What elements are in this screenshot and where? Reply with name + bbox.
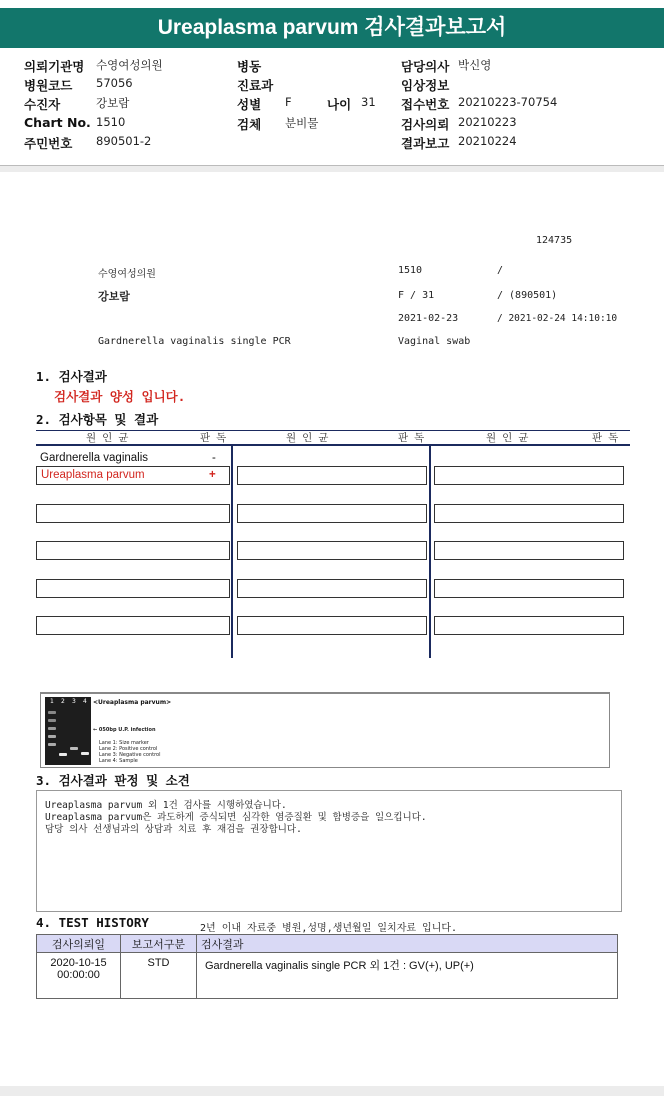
result-cell-up — [36, 466, 230, 485]
col-organism-1: 원인균 — [86, 432, 135, 444]
label-department: 진료과 — [237, 78, 274, 93]
gel-band-label: ← 050bp U.P. infection — [93, 727, 156, 733]
report-title: Ureaplasma parvum 검사결과보고서 — [0, 8, 664, 48]
info-chart: 1510 — [398, 265, 423, 276]
gel-band — [70, 747, 78, 750]
history-time: 00:00:00 — [57, 969, 100, 981]
label-patient: 수진자 — [24, 97, 61, 112]
result-cell-empty — [434, 541, 624, 560]
value-institution: 수영여성의원 — [96, 58, 163, 72]
patient-header — [0, 48, 664, 166]
gel-legend-item: Lane 4: Sample — [99, 758, 138, 764]
result-value-gv: - — [212, 452, 216, 464]
result-cell-empty — [36, 541, 230, 560]
overall-result: 검사결과 양성 입니다. — [54, 389, 186, 404]
value-specimen: 분비물 — [285, 116, 319, 130]
results-grid-header — [36, 430, 630, 446]
label-clinical-info: 임상정보 — [401, 78, 450, 93]
label-ward: 병동 — [237, 59, 262, 74]
result-cell-empty — [237, 541, 427, 560]
value-age: 31 — [361, 95, 376, 109]
report-sheet — [0, 172, 664, 1086]
col-judgement-2: 판독 — [398, 432, 431, 444]
history-col-result: 검사결과 — [197, 935, 618, 953]
value-report-date: 20210224 — [458, 134, 517, 148]
label-report-date: 결과보고 — [401, 136, 450, 151]
gel-band — [48, 719, 56, 722]
label-age: 나이 — [327, 97, 352, 112]
value-request-date: 20210223 — [458, 115, 517, 129]
info-sex-age: F / 31 — [398, 290, 435, 301]
label-chart-no: Chart No. — [24, 115, 91, 130]
result-cell-empty — [434, 616, 624, 635]
report-id: 124735 — [536, 235, 573, 246]
section-3-title: 3. 검사결과 판정 및 소견 — [36, 773, 190, 788]
section-1-title: 1. 검사결과 — [36, 369, 107, 384]
result-value-up: + — [209, 469, 216, 481]
gel-band — [81, 752, 89, 755]
history-result: Gardnerella vaginalis single PCR 외 1건 : GV(+), UP(+) — [197, 953, 618, 999]
value-receipt-no: 20210223-70754 — [458, 95, 558, 109]
gel-image — [45, 697, 91, 765]
value-resident-no: 890501-2 — [96, 134, 152, 148]
info-patient: 강보람 — [98, 290, 130, 303]
result-cell-empty — [237, 579, 427, 598]
label-specimen: 검체 — [237, 117, 262, 132]
gel-title: <Ureaplasma parvum> — [93, 699, 172, 706]
info-chart-slash: / — [497, 265, 504, 276]
gel-band — [48, 743, 56, 746]
value-chart-no: 1510 — [96, 115, 126, 129]
history-note: 2년 이내 자료중 병원,성명,생년월일 일치자료 입니다. — [200, 923, 458, 934]
finding-line: 담당 의사 선생님과의 상담과 치료 후 재검을 권장합니다. — [45, 824, 302, 835]
label-request-date: 검사의뢰 — [401, 117, 450, 132]
gel-band — [48, 711, 56, 714]
result-cell-empty — [434, 504, 624, 523]
value-doctor: 박신영 — [458, 58, 492, 72]
label-institution: 의뢰기관명 — [24, 59, 85, 74]
lane-number: 4 — [83, 698, 87, 705]
info-received: 2021-02-23 — [398, 313, 459, 324]
history-date: 2020-10-15 — [50, 957, 107, 969]
gel-legend-item: Lane 2: Positive control — [99, 746, 158, 752]
history-col-date: 검사의뢰일 — [37, 935, 121, 953]
result-cell-empty — [237, 504, 427, 523]
lane-number: 2 — [61, 698, 65, 705]
table-row — [37, 953, 618, 999]
page-bottom-band — [0, 1086, 664, 1096]
gel-band — [59, 753, 67, 756]
value-sex: F — [285, 95, 292, 109]
result-name-up: Ureaplasma parvum — [41, 469, 145, 481]
label-hospital-code: 병원코드 — [24, 78, 73, 93]
grid-divider-1 — [231, 446, 233, 658]
col-organism-3: 원인균 — [486, 432, 535, 444]
col-judgement-1: 판독 — [200, 432, 233, 444]
gel-legend-item: Lane 1: Size marker — [99, 740, 149, 746]
info-test-name: Gardnerella vaginalis single PCR — [98, 336, 291, 347]
info-clinic: 수영여성의원 — [98, 269, 156, 280]
col-organism-2: 원인균 — [286, 432, 335, 444]
gel-electrophoresis-figure — [40, 692, 610, 768]
section-2-title: 2. 검사항목 및 결과 — [36, 412, 159, 427]
result-cell-empty — [36, 616, 230, 635]
result-cell-empty — [237, 466, 427, 485]
history-date-cell — [37, 953, 121, 999]
result-name-gv: Gardnerella vaginalis — [40, 452, 149, 464]
gel-band — [48, 735, 56, 738]
info-specimen: Vaginal swab — [398, 336, 471, 347]
result-cell-empty — [36, 504, 230, 523]
finding-line: Ureaplasma parvum은 과도하게 증식되면 심각한 염증질환 및 합병증을 일으킵니다. — [45, 812, 427, 823]
section-4-title: 4. TEST HISTORY — [36, 915, 149, 930]
grid-divider-2 — [429, 446, 431, 658]
gel-band — [48, 727, 56, 730]
label-sex: 성별 — [237, 97, 262, 112]
label-doctor: 담당의사 — [401, 59, 450, 74]
findings-box — [36, 790, 622, 912]
gel-legend-item: Lane 3: Negative control — [99, 752, 161, 758]
history-table — [36, 934, 618, 999]
lane-number: 3 — [72, 698, 76, 705]
lane-number: 1 — [50, 698, 54, 705]
result-cell-empty — [36, 579, 230, 598]
result-cell-empty — [434, 579, 624, 598]
info-birth: / (890501) — [497, 290, 558, 301]
history-type: STD — [121, 953, 197, 999]
finding-line: Ureaplasma parvum 외 1건 검사를 시행하였습니다. — [45, 800, 287, 811]
result-cell-empty — [237, 616, 427, 635]
value-hospital-code: 57056 — [96, 76, 133, 90]
history-col-type: 보고서구분 — [121, 935, 197, 953]
label-resident-no: 주민번호 — [24, 136, 73, 151]
col-judgement-3: 판독 — [592, 432, 625, 444]
info-reported: / 2021-02-24 14:10:10 — [497, 313, 618, 324]
value-patient: 강보람 — [96, 96, 130, 110]
result-cell-empty — [434, 466, 624, 485]
label-receipt-no: 접수번호 — [401, 97, 450, 112]
